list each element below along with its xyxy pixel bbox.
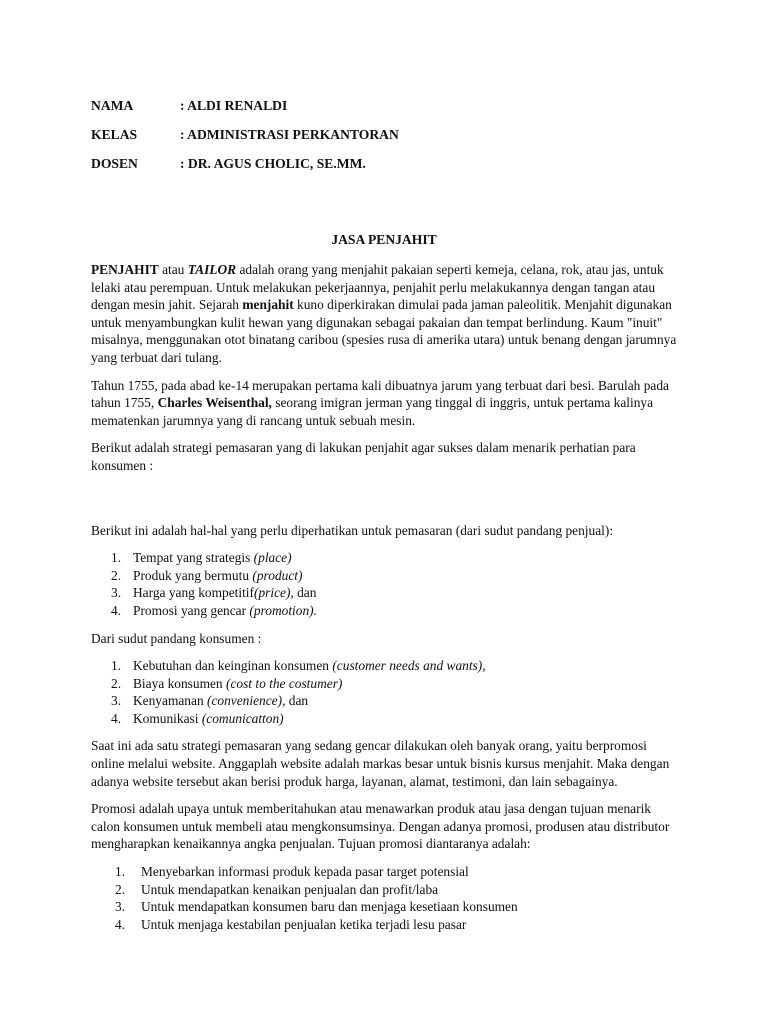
- list-term: (convenience),: [207, 693, 286, 709]
- list-number: 1.: [115, 864, 126, 880]
- nama-value: : ALDI RENALDI: [180, 97, 288, 113]
- list-item: [91, 657, 681, 675]
- list-item: [91, 863, 681, 881]
- nama-row: [91, 91, 399, 120]
- list-number: 4.: [115, 916, 126, 932]
- paragraph-seller-intro: Berikut ini adalah hal-hal yang perlu diperhatikan untuk pemasaran (dari sudut pandang penjual):: [91, 522, 614, 538]
- name-charles-weisenthal: Charles Weisenthal,: [157, 395, 272, 411]
- nama-label: NAMA: [91, 97, 134, 113]
- list-text: Untuk mendapatkan kenaikan penjualan dan profit/laba: [141, 881, 439, 897]
- list-text: Kenyamanan: [133, 693, 207, 709]
- list-number: 3.: [111, 585, 122, 601]
- list-item: [91, 692, 681, 710]
- list-term: (cost to the costumer): [225, 675, 343, 691]
- list-number: 4.: [111, 602, 122, 618]
- list-item: [91, 710, 681, 728]
- text-span: kuno diperkirakan dimulai pada jaman paleolitik. Menjahit digunakan untuk menyambungkan kulit hewan yang digunakan sebagai pakaian dan tempat berlindung. Kaum "inuit" misalnya, menggunakan otot binatang caribou (spesies rusa di amerika utara) untuk benang dengan jarumnya yang terbuat dari tulang.: [91, 297, 677, 365]
- paragraph-promotion: Promosi adalah upaya untuk memberitahukan atau menawarkan produk atau jasa dengan tujuan menarik calon konsumen untuk membeli atau mengkonsumsinya. Dengan adanya promosi, produsen atau distributor mengharapkan kenaikannya angka penjualan. Tujuan promosi diantaranya adalah:: [91, 801, 670, 852]
- text-span: Tahun 1755, pada abad ke-14 merupakan pertama kali dibuatnya jarum yang terbuat dari besi. Barulah pada tahun 1755,: [91, 377, 669, 411]
- list-term: (comunicatton): [201, 710, 284, 726]
- list-term: (place): [253, 550, 292, 566]
- list-number: 2.: [115, 881, 126, 897]
- document-body: [91, 261, 681, 933]
- dosen-label: DOSEN: [91, 155, 138, 171]
- list-item: [91, 602, 681, 620]
- list-text: Untuk mendapatkan konsumen baru dan menjaga kesetiaan konsumen: [141, 899, 518, 915]
- dosen-value: : DR. AGUS CHOLIC, SE.MM.: [180, 155, 366, 171]
- consumer-list: [91, 657, 681, 727]
- list-item: [91, 549, 681, 567]
- list-text: Komunikasi: [133, 710, 202, 726]
- list-number: 1.: [111, 658, 122, 674]
- term-tailor: TAILOR: [187, 262, 237, 277]
- list-item: [91, 898, 681, 916]
- list-number: 3.: [115, 899, 126, 915]
- list-text: Menyebarkan informasi produk kepada pasar target potensial: [141, 864, 469, 880]
- kelas-label: KELAS: [91, 126, 138, 142]
- document-title: JASA PENJAHIT: [331, 232, 437, 247]
- text-span: atau: [158, 262, 188, 277]
- list-term: (product): [252, 567, 303, 583]
- list-number: 1.: [111, 550, 122, 566]
- paragraph-consumer-intro: Dari sudut pandang konsumen :: [91, 630, 262, 646]
- list-tail: dan: [285, 693, 309, 709]
- paragraph-history: [91, 377, 681, 430]
- kelas-row: [91, 120, 399, 149]
- list-item: [91, 567, 681, 585]
- list-text: Untuk menjaga kestabilan penjualan ketika terjadi lesu pasar: [141, 916, 467, 932]
- paragraph-website: Saat ini ada satu strategi pemasaran yang sedang gencar dilakukan oleh banyak orang, yaitu berpromosi online melalui website. Anggaplah website adalah markas besar untuk bisnis kursus menjahit. Maka dengan adanya website tersebut akan berisi produk harga, layanan, alamat, testimoni, dan lain sebagainya.: [91, 738, 670, 789]
- list-tail: dan: [293, 585, 317, 601]
- text-span: adalah orang yang menjahit pakaian seperti kemeja, celana, rok, atau jas, untuk lelaki atau perempuan. Untuk melakukan pekerjaannya, penjahit perlu melakukannya dengan tangan atau dengan mesin jahit. Sejarah: [91, 262, 664, 313]
- term-menjahit: menjahit: [242, 297, 294, 313]
- student-info: [91, 91, 399, 178]
- list-term: (customer needs and wants),: [332, 658, 486, 674]
- term-penjahit: PENJAHIT: [91, 262, 159, 277]
- promotion-goals-list: [91, 863, 681, 933]
- text-span: seorang imigran jerman yang tinggal di inggris, untuk pertama kalinya mematenkan jarumnya yang di rancang untuk sebuah mesin.: [91, 395, 654, 428]
- list-text: Kebutuhan dan keinginan konsumen: [133, 658, 333, 674]
- kelas-value: : ADMINISTRASI PERKANTORAN: [180, 126, 399, 142]
- list-item: [91, 881, 681, 899]
- list-text: Promosi yang gencar: [133, 602, 250, 618]
- list-number: 4.: [111, 710, 122, 726]
- list-item: [91, 675, 681, 693]
- list-number: 2.: [111, 675, 122, 691]
- seller-list: [91, 549, 681, 619]
- list-number: 3.: [111, 693, 122, 709]
- paragraph-strategy-intro: Berikut adalah strategi pemasaran yang di lakukan penjahit agar sukses dalam menarik perhatian para konsumen :: [91, 440, 636, 473]
- list-text: Tempat yang strategis: [133, 550, 254, 566]
- list-text: Biaya konsumen: [133, 675, 226, 691]
- dosen-row: [91, 149, 399, 178]
- list-term: (promotion).: [249, 602, 317, 618]
- list-number: 2.: [111, 567, 122, 583]
- list-item: [91, 584, 681, 602]
- list-term: (price),: [253, 585, 294, 601]
- list-text: Produk yang bermutu: [133, 567, 253, 583]
- paragraph-definition: [91, 261, 681, 367]
- list-item: [91, 916, 681, 934]
- list-text: Harga yang kompetitif: [133, 585, 254, 601]
